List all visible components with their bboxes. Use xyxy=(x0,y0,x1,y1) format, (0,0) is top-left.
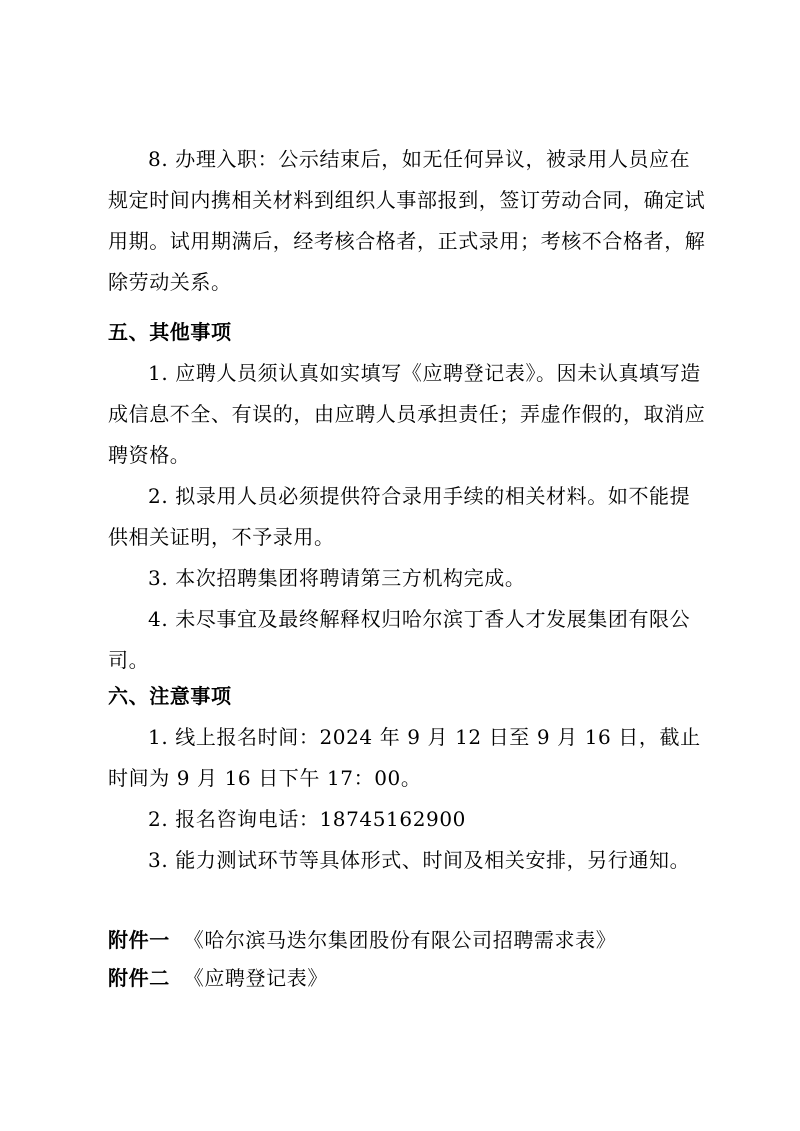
attachment-1-label: 附件一 xyxy=(108,928,170,952)
attachment-2-label: 附件二 xyxy=(108,966,170,990)
attachment-2-title: 《应聘登记表》 xyxy=(183,966,328,990)
attachment-1 xyxy=(108,920,728,961)
section-6-item-2: 2. 报名咨询电话：18745162900 xyxy=(148,807,467,831)
section-5-heading: 五、其他事项 xyxy=(108,320,232,344)
section-6-item-3: 3. 能力测试环节等具体形式、时间及相关安排，另行通知。 xyxy=(148,848,691,872)
section-5-item-4: 4. 未尽事宜及最终解释权归哈尔滨丁香人才发展集团有限公司。 xyxy=(108,607,691,672)
item-8-onboarding: 8. 办理入职：公示结束后，如无任何异议，被录用人员应在规定时间内携相关材料到组织人事部报到，签订劳动合同，确定试用期。试用期满后，经考核合格者，正式录用；考核不合格者，解除劳动关系。 xyxy=(108,147,706,294)
section-5-item-1: 1. 应聘人员须认真如实填写《应聘登记表》。因未认真填写造成信息不全、有误的，由应聘人员承担责任；弄虚作假的，取消应聘资格。 xyxy=(108,361,706,467)
attachment-1-title: 《哈尔滨马迭尔集团股份有限公司招聘需求表》 xyxy=(183,928,617,952)
attachment-2 xyxy=(108,958,728,999)
section-6-heading: 六、注意事项 xyxy=(108,684,232,708)
section-5-item-2: 2. 拟录用人员必须提供符合录用手续的相关材料。如不能提供相关证明，不予录用。 xyxy=(108,484,691,549)
section-5-item-3: 3. 本次招聘集团将聘请第三方机构完成。 xyxy=(148,566,526,590)
section-6-item-1: 1. 线上报名时间：2024 年 9 月 12 日至 9 月 16 日，截止时间为 9 月 16 日下午 17：00。 xyxy=(108,725,701,790)
